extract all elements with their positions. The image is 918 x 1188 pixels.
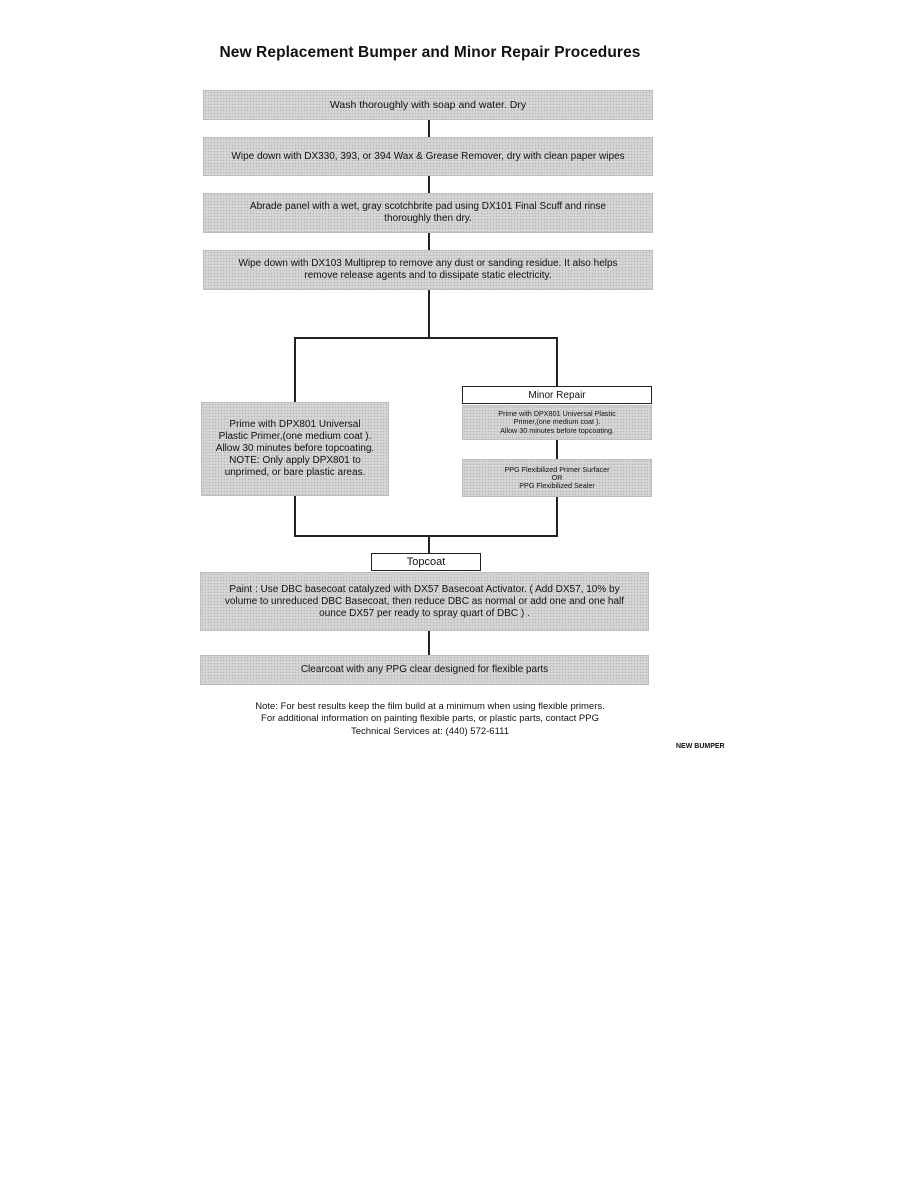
paint-step-line: volume to unreduced DBC Basecoat, then reduce DBC as normal or add one and one half: [224, 595, 625, 607]
page-title: New Replacement Bumper and Minor Repair Procedures: [219, 44, 641, 61]
footnote-line: Note: For best results keep the film build at a minimum when using flexible primers.: [255, 701, 605, 712]
clearcoat-step-text: Clearcoat with any PPG clear designed for flexible parts: [300, 664, 549, 675]
topcoat-label: [371, 553, 481, 571]
topcoat-label-text: Topcoat: [406, 556, 446, 568]
branch-split-line: [294, 337, 558, 339]
prime-left-line: Prime with DPX801 Universal: [229, 419, 361, 430]
connector: [556, 440, 558, 459]
branch-merge-line: [294, 535, 558, 537]
prime-left-line: Plastic Primer,(one medium coat ).: [218, 431, 372, 442]
surfacer-step: [462, 459, 652, 497]
minor-repair-label-text: Minor Repair: [528, 389, 586, 401]
multiprep-step-line: Wipe down with DX103 Multiprep to remove any dust or sanding residue. It also helps: [238, 258, 618, 269]
prime-left-line: unprimed, or bare plastic areas.: [224, 467, 366, 478]
wipe-grease-step-text: Wipe down with DX330, 393, or 394 Wax & Grease Remover, dry with clean paper wipes: [231, 150, 625, 162]
connector: [294, 496, 296, 536]
connector: [428, 290, 430, 338]
prime-right-line: Allow 30 minutes before topcoating.: [500, 425, 614, 435]
surfacer-line: PPG Flexibilized Sealer: [519, 481, 595, 491]
connector: [556, 337, 558, 386]
prime-left-line: NOTE: Only apply DPX801 to: [229, 455, 361, 466]
connector: [428, 120, 430, 137]
prime-left-line: Allow 30 minutes before topcoating.: [215, 443, 375, 454]
paint-step: [200, 572, 649, 631]
clearcoat-step: [200, 655, 649, 685]
document-code: NEW BUMPER: [676, 743, 725, 750]
connector: [428, 233, 430, 250]
connector: [428, 176, 430, 193]
connector: [294, 337, 296, 402]
prime-right-line: Primer,(one medium coat ).: [513, 417, 601, 427]
connector: [556, 497, 558, 536]
abrade-step: [203, 193, 653, 233]
paint-step-line: ounce DX57 per ready to spray quart of DBC ) .: [319, 607, 530, 619]
abrade-step-line: thoroughly then dry.: [384, 213, 472, 224]
footnote: [190, 701, 670, 738]
wash-step-text: Wash thoroughly with soap and water. Dry: [329, 98, 527, 111]
footnote-line: For additional information on painting flexible parts, or plastic parts, contact PPG: [261, 713, 599, 725]
prime-right-line: Prime with DPX801 Universal Plastic: [498, 409, 616, 419]
surfacer-line: PPG Flexibilized Primer Surfacer: [504, 464, 610, 474]
paint-step-line: Paint : Use DBC basecoat catalyzed with DX57 Basecoat Activator. ( Add DX57, 10% by: [229, 583, 620, 595]
footnote-line: Technical Services at: (440) 572-6111: [350, 725, 510, 737]
multiprep-step: [203, 250, 653, 290]
wash-step: [203, 90, 653, 120]
abrade-step-line: Abrade panel with a wet, gray scotchbrite pad using DX101 Final Scuff and rinse: [249, 201, 607, 212]
multiprep-step-line: remove release agents and to dissipate static electricity.: [304, 270, 552, 281]
prime-right-step: [462, 405, 652, 440]
wipe-grease-step: [203, 137, 653, 176]
prime-left-step: [201, 402, 389, 496]
minor-repair-label: [462, 386, 652, 404]
connector: [428, 535, 430, 553]
surfacer-line: OR: [551, 472, 563, 482]
connector: [428, 631, 430, 655]
